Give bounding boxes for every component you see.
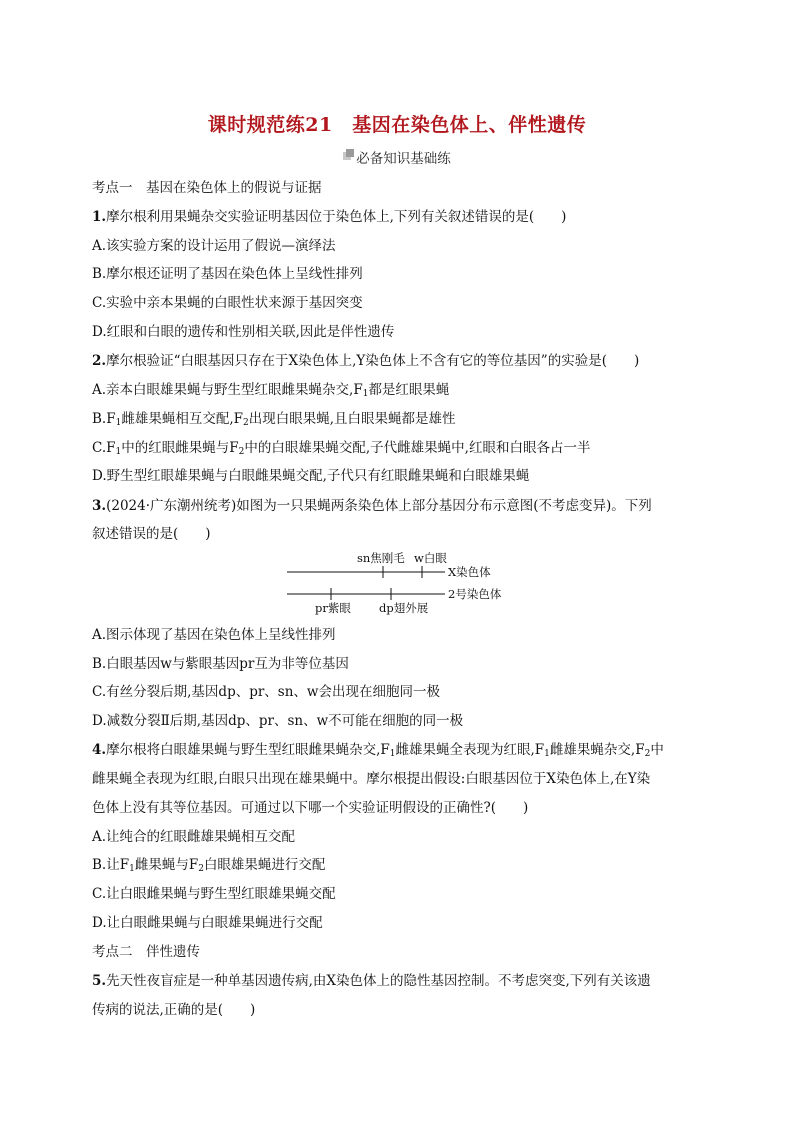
option-text: A.亲本白眼雄果蝇与野生型红眼雌果蝇杂交,F xyxy=(92,382,363,398)
question-number: 2. xyxy=(92,353,107,369)
subscript: 2 xyxy=(238,447,245,457)
option-text: C.F xyxy=(92,440,116,456)
question-text: 雌雄果蝇全表现为红眼,F xyxy=(395,742,545,758)
question-5-stem-line-2: 传病的说法,正确的是( ) xyxy=(92,1002,256,1018)
q2-option-d: D.野生型红眼雄果蝇与白眼雌果蝇交配,子代只有红眼雌果蝇和白眼雄果蝇 xyxy=(92,468,530,484)
question-number: 5. xyxy=(92,973,107,989)
q3-option-b: B.白眼基因w与紫眼基因pr互为非等位基因 xyxy=(92,656,349,672)
question-text: 先天性夜盲症是一种单基因遗传病,由X染色体上的隐性基因控制。不考虑突变,下列有关该遗 xyxy=(106,973,651,989)
section-marker-icon xyxy=(343,148,354,159)
subscript: 2 xyxy=(644,749,651,759)
q4-option-a: A.让纯合的红眼雌雄果蝇相互交配 xyxy=(92,829,296,845)
option-text: B.让F xyxy=(92,857,130,873)
chromosome-label-2: 2号染色体 xyxy=(448,587,502,601)
question-text: 中 xyxy=(650,742,664,758)
option-text: 雌果蝇与F xyxy=(134,857,199,873)
question-3-stem-line-1 xyxy=(92,496,652,516)
question-3-stem-line-2: 叙述错误的是( ) xyxy=(92,526,211,542)
q4-option-c: C.让白眼雌果蝇与野生型红眼雄果蝇交配 xyxy=(92,886,336,902)
q4-option-b xyxy=(92,855,325,879)
q2-option-a xyxy=(92,380,449,404)
topic-heading-1: 考点一 基因在染色体上的假说与证据 xyxy=(92,180,322,196)
q2-option-b xyxy=(92,409,456,433)
q1-option-c: C.实验中亲本果蝇的白眼性状来源于基因突变 xyxy=(92,295,363,311)
option-text: 中的白眼雄果蝇交配,子代雌雄果蝇中,红眼和白眼各占一半 xyxy=(244,440,591,456)
q4-option-d: D.让白眼雌果蝇与白眼雄果蝇进行交配 xyxy=(92,915,323,931)
q3-option-a: A.图示体现了基因在染色体上呈线性排列 xyxy=(92,627,336,643)
q1-option-b: B.摩尔根还证明了基因在染色体上呈线性排列 xyxy=(92,266,363,282)
gene-label-w: w白眼 xyxy=(414,551,447,565)
question-text: 摩尔根利用果蝇杂交实验证明基因位于染色体上,下列有关叙述错误的是( ) xyxy=(106,209,567,225)
q3-option-c: C.有丝分裂后期,基因dp、pr、sn、w会出现在细胞同一极 xyxy=(92,684,440,700)
gene-label-pr: pr紫眼 xyxy=(315,601,351,615)
option-text: 都是红眼果蝇 xyxy=(368,382,450,398)
q3-option-d: D.减数分裂Ⅱ后期,基因dp、pr、sn、w不可能在细胞的同一极 xyxy=(92,713,464,729)
question-2-stem xyxy=(92,351,639,371)
subscript: 1 xyxy=(544,749,550,759)
chromosome-gene-diagram xyxy=(285,550,525,616)
question-text: (2024·广东潮州统考)如图为一只果蝇两条染色体上部分基因分布示意图(不考虑变异)。下列 xyxy=(106,498,652,514)
section-banner-text: 必备知识基础练 xyxy=(356,151,451,167)
question-number: 4. xyxy=(92,742,107,758)
subscript: 2 xyxy=(198,864,204,874)
q2-option-c xyxy=(92,438,590,462)
option-text: B.F xyxy=(92,411,116,427)
option-text: 中的红眼雌果蝇与F xyxy=(121,440,239,456)
question-4-stem-line-1 xyxy=(92,740,664,764)
subscript: 2 xyxy=(243,418,249,428)
subscript: 1 xyxy=(115,418,122,428)
page-title: 课时规范练21 基因在染色体上、伴性遗传 xyxy=(207,114,587,136)
option-text: 雌雄果蝇相互交配,F xyxy=(121,411,243,427)
subscript: 1 xyxy=(362,389,369,399)
question-1-stem xyxy=(92,207,566,227)
gene-label-dp: dp翅外展 xyxy=(379,601,429,615)
chromosome-label-x: X染色体 xyxy=(448,565,491,579)
option-text: 出现白眼果蝇,且白眼果蝇都是雄性 xyxy=(248,411,456,427)
section-banner xyxy=(0,147,794,167)
subscript: 1 xyxy=(129,864,135,874)
question-text: 摩尔根验证“白眼基因只存在于X染色体上,Y染色体上不含有它的等位基因”的实验是( ) xyxy=(106,353,640,369)
topic-heading-2: 考点二 伴性遗传 xyxy=(92,944,200,960)
question-number: 3. xyxy=(92,498,107,514)
question-text: 摩尔根将白眼雄果蝇与野生型红眼雌果蝇杂交,F xyxy=(106,742,390,758)
question-number: 1. xyxy=(92,209,107,225)
option-text: 白眼雄果蝇进行交配 xyxy=(203,857,326,873)
question-4-stem-line-2: 雌果蝇全表现为红眼,白眼只出现在雄果蝇中。摩尔根提出假设:白眼基因位于X染色体上,在Y染 xyxy=(92,771,651,787)
question-text: 雌雄果蝇杂交,F xyxy=(549,742,645,758)
q1-option-d: D.红眼和白眼的遗传和性别相关联,因此是伴性遗传 xyxy=(92,324,395,340)
q1-option-a: A.该实验方案的设计运用了假说—演绎法 xyxy=(92,238,336,254)
subscript: 1 xyxy=(115,447,122,457)
subscript: 1 xyxy=(389,749,396,759)
question-5-stem-line-1 xyxy=(92,971,651,991)
question-4-stem-line-3: 色体上没有其等位基因。可通过以下哪一个实验证明假设的正确性?( ) xyxy=(92,800,529,816)
gene-label-sn: sn焦刚毛 xyxy=(357,551,405,565)
